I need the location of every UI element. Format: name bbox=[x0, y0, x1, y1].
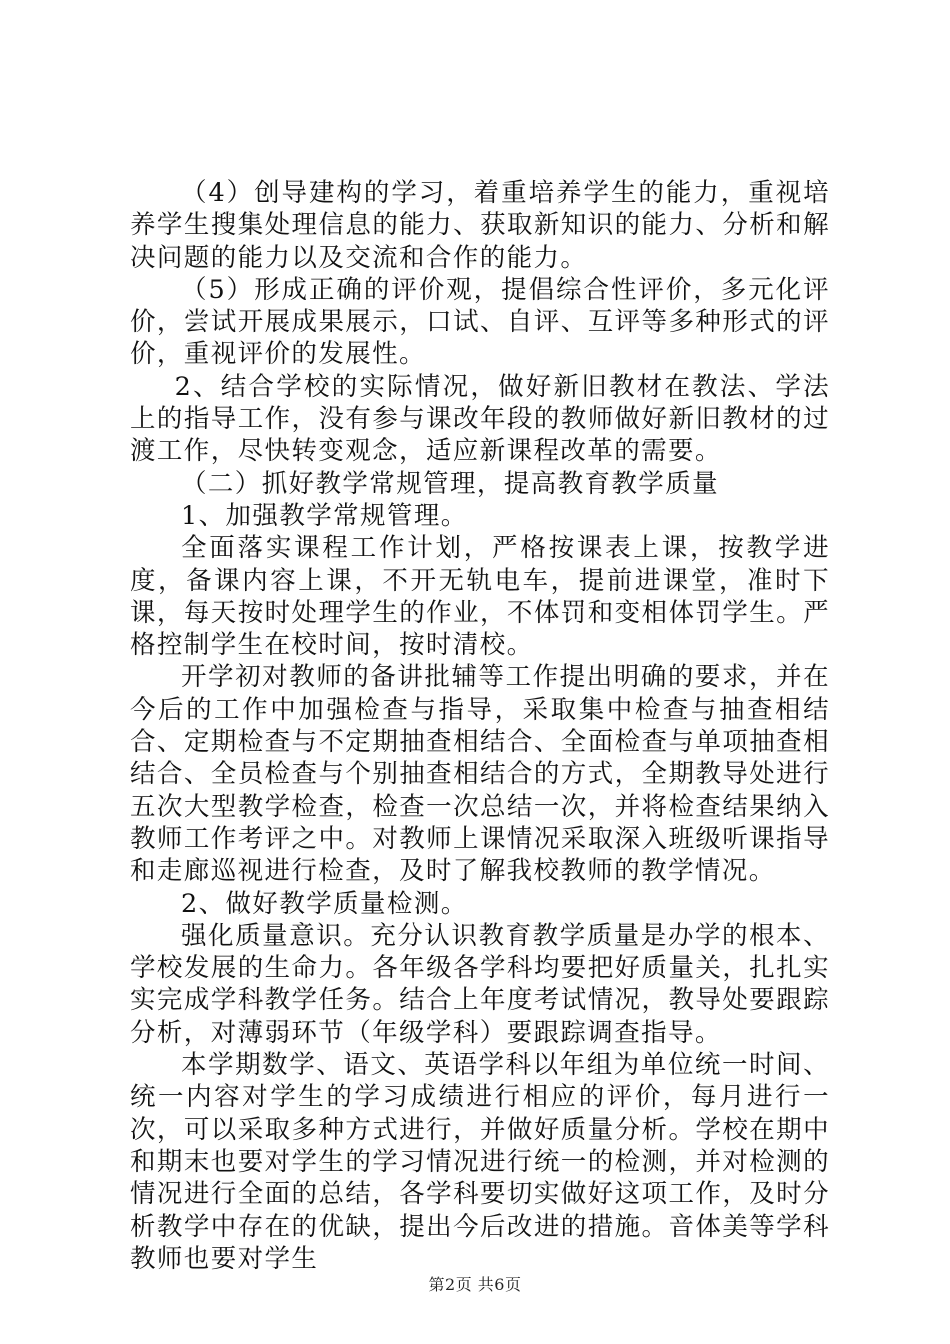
paragraph-inquiry-learning: （4）创导建构的学习，着重培养学生的能力，重视培养学生搜集处理信息的能力、获取新知识的能力、分析和解决问题的能力以及交流和合作的能力。 bbox=[130, 178, 830, 273]
paragraph-course-plan: 全面落实课程工作计划，严格按课表上课，按教学进度，备课内容上课，不开无轨电车，提前进课堂，准时下课，每天按时处理学生的作业，不体罚和变相体罚学生。严格控制学生在校时间，按时清校。 bbox=[130, 533, 830, 661]
paragraph-evaluation-view: （5）形成正确的评价观，提倡综合性评价，多元化评价，尝试开展成果展示，口试、自评、互评等多种形式的评价，重视评价的发展性。 bbox=[130, 274, 830, 370]
section-heading-routine-management: （二）抓好教学常规管理，提高教育教学质量 bbox=[181, 468, 720, 499]
paragraph-inspection: 开学初对教师的备讲批辅等工作提出明确的要求，并在今后的工作中加强检查与指导，采取集中检查与抽查相结合、定期检查与不定期抽查相结合、全面检查与单项抽查相结合、全员检查与个别抽查相结合的方式，全期教导处进行五次大型教学检查，检查一次总结一次，并将检查结果纳入教师工作考评之中。对教师上课情况采取深入班级听课指导和走廊巡视进行检查，及时了解我校教师的教学情况。 bbox=[130, 662, 830, 887]
subheading-quality-testing: 2、做好教学质量检测。 bbox=[181, 888, 468, 919]
paragraph-textbook-guidance: 2、结合学校的实际情况，做好新旧教材在教法、学法上的指导工作，没有参与课改年段的教师做好新旧教材的过渡工作，尽快转变观念，适应新课程改革的需要。 bbox=[130, 371, 830, 467]
document-body bbox=[130, 177, 830, 1275]
page-number-footer: 第2页 共6页 bbox=[428, 1275, 522, 1294]
paragraph-semester-evaluation: 本学期数学、语文、英语学科以年组为单位统一时间、统一内容对学生的学习成绩进行相应的评价，每月进行一次，可以采取多种方式进行，并做好质量分析。学校在期中和期末也要对学生的学习情况进行统一的检测，并对检测的情况进行全面的总结，各学科要切实做好这项工作，及时分析教学中存在的优缺，提出今后改进的措施。音体美等学科教师也要对学生 bbox=[130, 1050, 830, 1274]
paragraph-quality-awareness: 强化质量意识。充分认识教育教学质量是办学的根本、学校发展的生命力。各年级各学科均要把好质量关，扎扎实实完成学科教学任务。结合上年度考试情况，教导处要跟踪分析，对薄弱环节（年级学科）要跟踪调查指导。 bbox=[130, 920, 830, 1048]
subheading-strengthen-routine: 1、加强教学常规管理。 bbox=[181, 500, 468, 531]
